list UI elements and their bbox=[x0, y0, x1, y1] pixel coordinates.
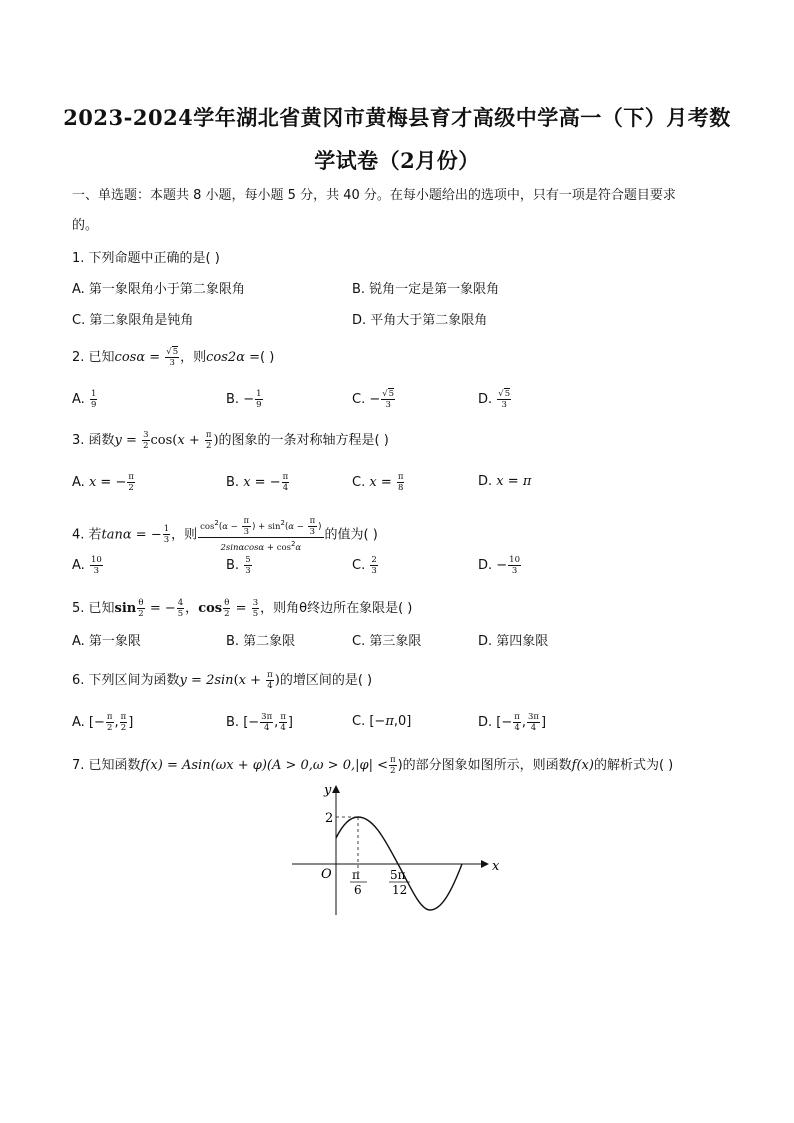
q6-option-c: C. [−π,0] bbox=[352, 714, 412, 729]
section-heading-cont: 的。 bbox=[72, 218, 99, 233]
q3-option-a: A. x = − $\frac{\pi}{2}$ bbox=[72, 472, 134, 493]
tick-5pi-over-12-num: 5π bbox=[390, 868, 406, 882]
q4-option-c: C. $\frac{2}{3}$ bbox=[352, 555, 377, 576]
q1-option-c: C. 第二象限角是钝角 bbox=[72, 313, 194, 328]
question-5-stem: 5. 已知sin $\frac{\theta}{2}$ = − $\frac{4}{5}$ ，cos $\frac{\theta}{2}$ = $\frac{3}{5}$ ，则角θ终边所在象限是( ) bbox=[72, 598, 413, 619]
q4-option-b: B. $\frac{5}{3}$ bbox=[226, 555, 251, 576]
section-heading: 一、单选题：本题共 8 小题，每小题 5 分，共 40 分。在每小题给出的选项中，只有一项是符合题目要求 bbox=[72, 188, 676, 203]
origin-label: O bbox=[321, 867, 332, 882]
y-axis-label: y bbox=[324, 783, 332, 798]
q2-option-a: A. $\frac{1}{9}$ bbox=[72, 389, 97, 410]
q3-option-b: B. x = − $\frac{\pi}{4}$ bbox=[226, 472, 289, 493]
q2-option-c: C. − $\frac{√5}{3}$ bbox=[352, 389, 395, 410]
q4-option-d: D. − $\frac{10}{3}$ bbox=[478, 555, 520, 576]
q2-option-d: D. $\frac{√5}{3}$ bbox=[478, 389, 511, 410]
q1-option-a: A. 第一象限角小于第二象限角 bbox=[72, 282, 245, 297]
tick-pi-over-6-num: π bbox=[352, 868, 360, 882]
q5-option-b: B. 第二象限 bbox=[226, 634, 296, 649]
q2-option-b: B. − $\frac{1}{9}$ bbox=[226, 389, 262, 410]
sine-graph bbox=[288, 780, 508, 920]
question-7-stem: 7. 已知函数f(x) = Asin(ωx + φ)(A > 0,ω > 0,|φ| < $\frac{\pi}{2}$ )的部分图象如图所示，则函数f(x)的解析式为( ) bbox=[72, 755, 674, 776]
q5-option-c: C. 第三象限 bbox=[352, 634, 422, 649]
q6-option-a: A. [− $\frac{\pi}{2}$ , $\frac{\pi}{2}$ ] bbox=[72, 712, 134, 733]
q6-option-b: B. [− $\frac{3\pi}{4}$ , $\frac{\pi}{4}$ ] bbox=[226, 712, 293, 733]
q3-option-d: D. x = π bbox=[478, 474, 532, 489]
question-2-stem: 2. 已知cosα = $\frac{√5}{3}$ ，则cos2α =( ) bbox=[72, 347, 275, 368]
exam-title-line2: 学试卷（2月份） bbox=[314, 148, 480, 173]
q1-option-d: D. 平角大于第二象限角 bbox=[352, 313, 488, 328]
q1-option-b: B. 锐角一定是第一象限角 bbox=[352, 282, 500, 297]
q4-option-a: A. $\frac{10}{3}$ bbox=[72, 555, 102, 576]
x-axis-label: x bbox=[492, 859, 500, 874]
question-1-stem: 1. 下列命题中正确的是( ) bbox=[72, 251, 220, 266]
question-3-stem: 3. 函数y = $\frac{3}{2}$ cos(x + $\frac{\pi}{2}$ )的图象的一条对称轴方程是( ) bbox=[72, 430, 389, 451]
question-4-stem: 4. 若tanα = − $\frac{1}{3}$ ，则 $\cos^2(\alpha$ − $\frac{\pi}{3}$ ) + $\sin^2(\alpha$ − $\frac{\pi}{3}$ ) $2\sin\alpha\cos\alpha + \cos^2\alpha$ 的值为( ) bbox=[72, 516, 378, 553]
q6-option-d: D. [− $\frac{\pi}{4}$ , $\frac{3\pi}{4}$ ] bbox=[478, 712, 547, 733]
q3-option-c: C. x = $\frac{\pi}{8}$ bbox=[352, 472, 404, 493]
tick-pi-over-6-den: 6 bbox=[354, 883, 362, 897]
q5-option-d: D. 第四象限 bbox=[478, 634, 549, 649]
q5-option-a: A. 第一象限 bbox=[72, 634, 141, 649]
max-value-label: 2 bbox=[325, 811, 334, 826]
question-6-stem: 6. 下列区间为函数y = 2sin(x + $\frac{\pi}{4}$ )的增区间的是( ) bbox=[72, 670, 373, 691]
tick-5pi-over-12-den: 12 bbox=[392, 883, 408, 897]
exam-title-line1: 2023-2024学年湖北省黄冈市黄梅县育才高级中学高一（下）月考数 bbox=[63, 105, 731, 130]
